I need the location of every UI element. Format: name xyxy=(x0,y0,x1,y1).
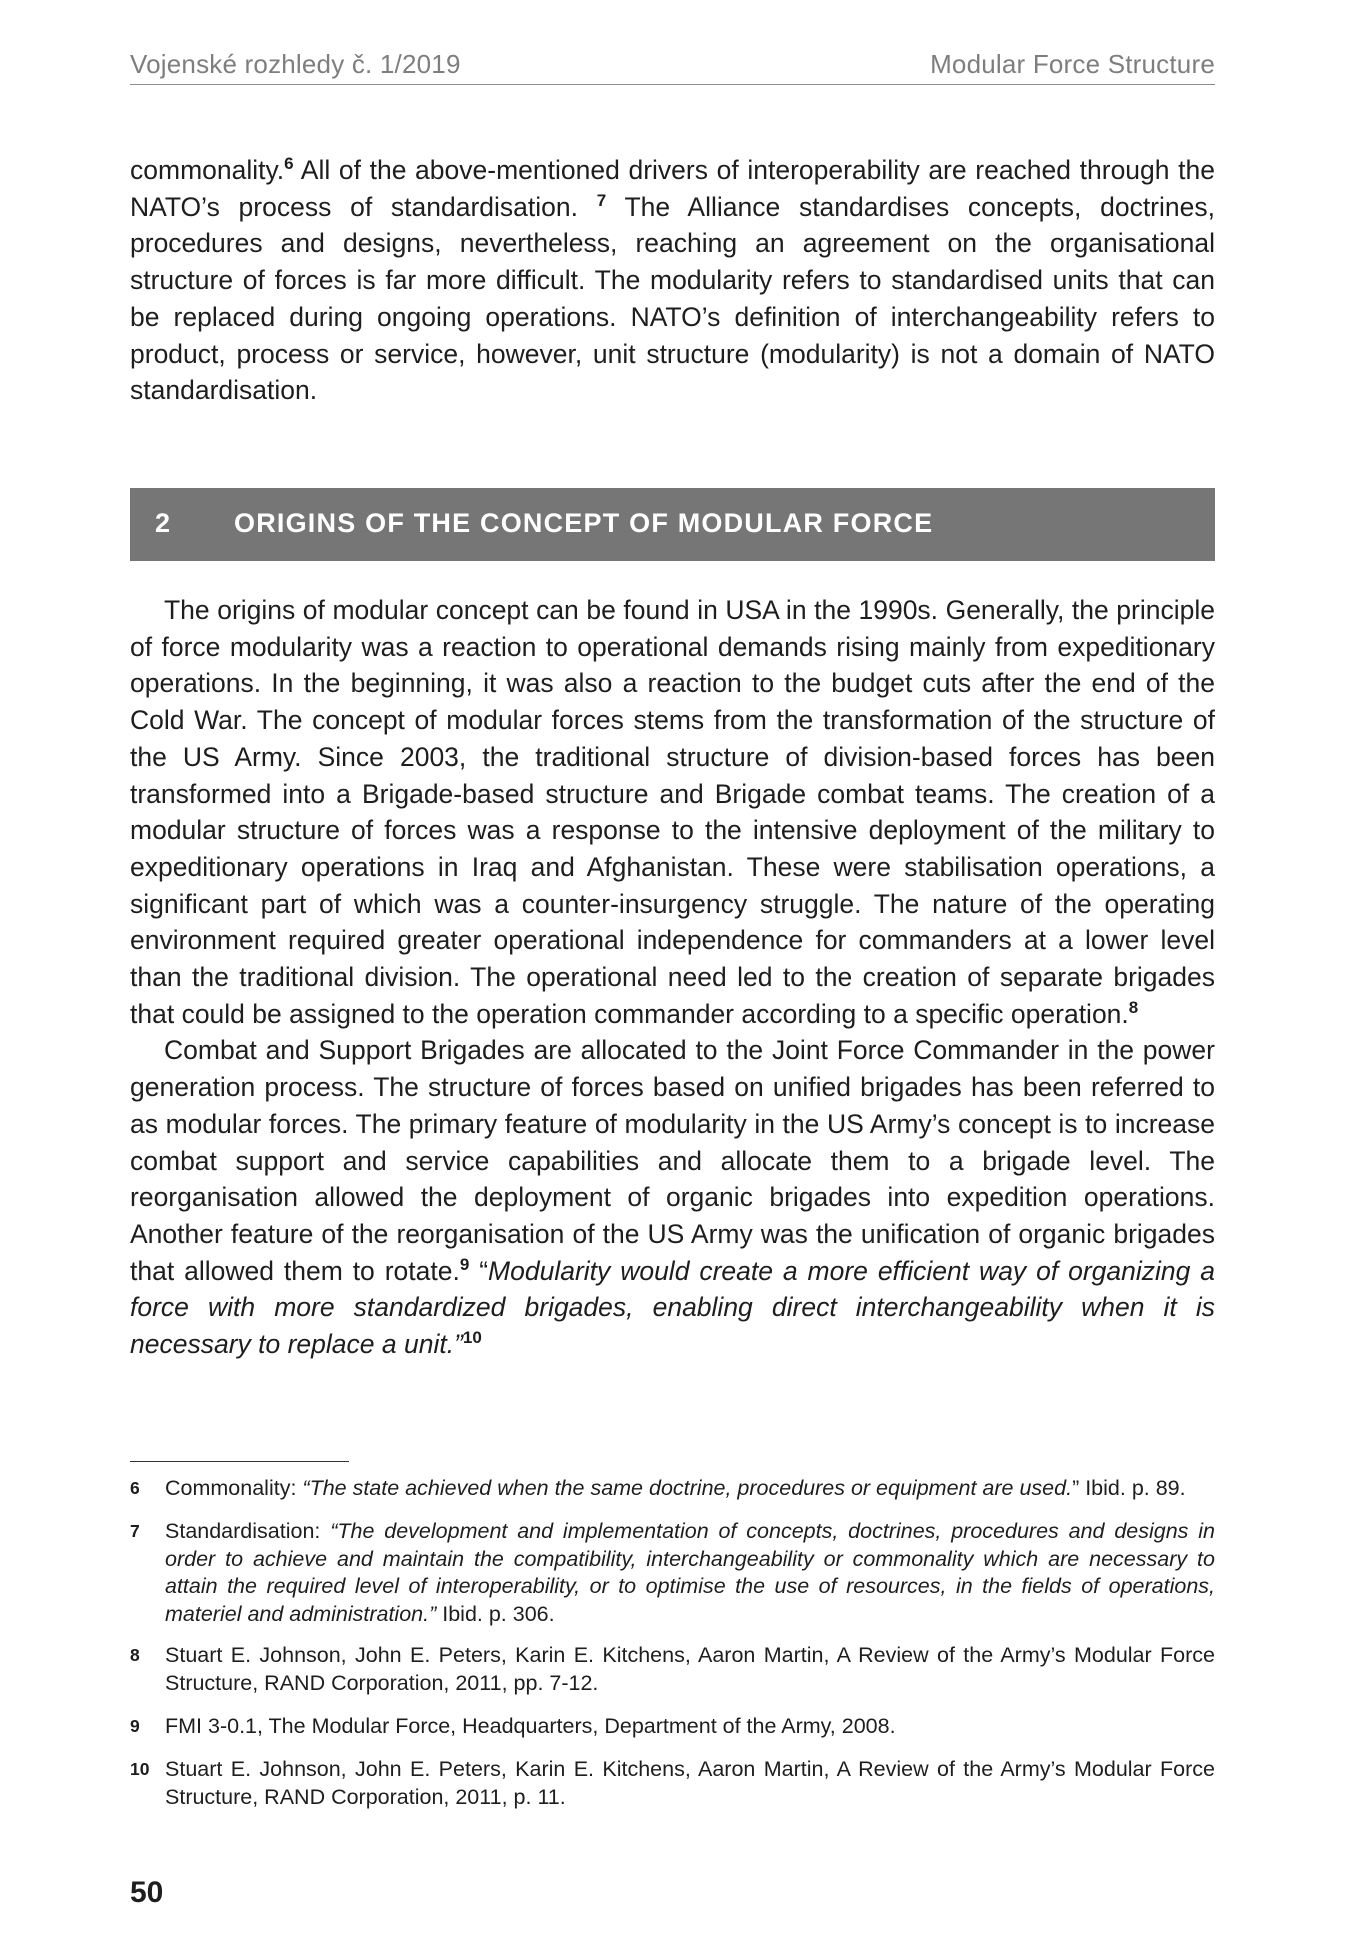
paragraph-brigades xyxy=(130,1032,1215,1362)
footnote-ref-10: 10 xyxy=(462,1328,482,1348)
intro-paragraph xyxy=(130,152,1215,409)
page-number: 50 xyxy=(130,1876,164,1909)
footnote-lead: Commonality: xyxy=(165,1476,303,1500)
footnote-quote: “The development and implementation of concepts, doctrines, procedures and designs in order to achieve and maintain the compatibility, interchangeability or commonality which are necessary to attain the required level of interoperability, or to optimise the use of resources, in the fields of operations, materiel and administration.” xyxy=(165,1519,1215,1626)
footnote-10 xyxy=(130,1756,1215,1811)
intro-text-3: The Alliance standardises concepts, doctrines, procedures and designs, nevertheless, reaching an agreement on the organisational structure of forces is far more difficult. The modularity refers to standardised units that can be replaced during ongoing operations. NATO’s definition of interchangeability refers to product, process or service, however, unit structure (modularity) is not a domain of NATO standardisation. xyxy=(130,191,1215,406)
footnote-quote: “The state achieved when the same doctrine, procedures or equipment are used. xyxy=(302,1476,1073,1500)
footnote-tail: Ibid. p. 306. xyxy=(436,1601,555,1626)
quotation: Modularity would create a more efficient way of organizing a force with more standardized brigades, enabling direct interchangeability when it is necessary to replace a unit.” xyxy=(130,1255,1216,1360)
footnote-7 xyxy=(130,1518,1215,1628)
section-heading xyxy=(130,488,1215,561)
footnote-text: FMI 3-0.1, The Modular Force, Headquarters, Department of the Army, 2008. xyxy=(165,1714,896,1738)
running-title: Modular Force Structure xyxy=(930,49,1215,79)
section-title: ORIGINS OF THE CONCEPT OF MODULAR FORCE xyxy=(234,508,934,538)
paragraph-origins xyxy=(130,592,1215,1032)
footnote-ref-6: 6 xyxy=(284,154,294,173)
intro-text-1: commonality. xyxy=(130,155,285,185)
footnote-number: 10 xyxy=(130,1759,150,1779)
section-body xyxy=(130,592,1215,1363)
paragraph-brigades-text: Combat and Support Brigades are allocated to the Joint Force Commander in the power generation process. The structure of forces based on unified brigades has been referred to as modular forces. The primary feature of modularity in the US Army’s concept is to increase combat support and service capabilities and allocate them to a brigade level. The reorganisation allowed the deployment of organic brigades into expedition operations. Another feature of the reorganisation of the US Army was the unification of organic brigades that allowed them to rotate. xyxy=(130,1035,1215,1286)
footnote-lead: Standardisation: xyxy=(165,1519,331,1543)
section-number: 2 xyxy=(155,508,171,538)
footnote-ref-9: 9 xyxy=(459,1254,470,1274)
journal-title: Vojenské rozhledy č. 1/2019 xyxy=(130,49,461,79)
footnote-text: Stuart E. Johnson, John E. Peters, Karin E. Kitchens, Aaron Martin, A Review of the Army’s Modular Force Structure, RAND Corporation, 2011, p. 11. xyxy=(165,1757,1215,1809)
footnote-6 xyxy=(130,1475,1215,1503)
footnote-9 xyxy=(130,1713,1215,1741)
footnote-number: 6 xyxy=(130,1478,140,1498)
footnote-text: Stuart E. Johnson, John E. Peters, Karin E. Kitchens, Aaron Martin, A Review of the Army’s Modular Force Structure, RAND Corporation, 2011, pp. 7-12. xyxy=(165,1643,1215,1695)
paragraph-origins-text: The origins of modular concept can be found in USA in the 1990s. Generally, the principle of force modularity was a reaction to operational demands rising mainly from expeditionary operations. In the beginning, it was also a reaction to the budget cuts after the end of the Cold War. The concept of modular forces stems from the transformation of the structure of the US Army. Since 2003, the traditional structure of division-based forces has been transformed into a Brigade-based structure and Brigade combat teams. The creation of a modular structure of forces was a response to the intensive deployment of the military to expeditionary operations in Iraq and Afghanistan. These were stabilisation operations, a significant part of which was a counter-insurgency struggle. The nature of the operating environment required greater operational independence for commanders at a lower level than the traditional division. The operational need led to the creation of separate brigades that could be assigned to the operation commander according to a specific operation. xyxy=(130,595,1215,1029)
footnote-8 xyxy=(130,1642,1215,1697)
quote-open-mark: “ xyxy=(469,1255,489,1286)
footnote-separator xyxy=(130,1461,349,1462)
footnote-ref-8: 8 xyxy=(1128,997,1139,1017)
footnote-ref-7: 7 xyxy=(596,190,607,210)
footnote-tail: ” Ibid. p. 89. xyxy=(1072,1476,1186,1500)
footnote-number: 8 xyxy=(130,1645,140,1665)
running-header xyxy=(130,44,1215,85)
intro-text-2: All of the above-mentioned drivers of interoperability are reached through the NATO’s process of standardisation. xyxy=(130,155,1215,222)
footnote-number: 7 xyxy=(130,1521,140,1541)
footnote-number: 9 xyxy=(130,1716,140,1736)
